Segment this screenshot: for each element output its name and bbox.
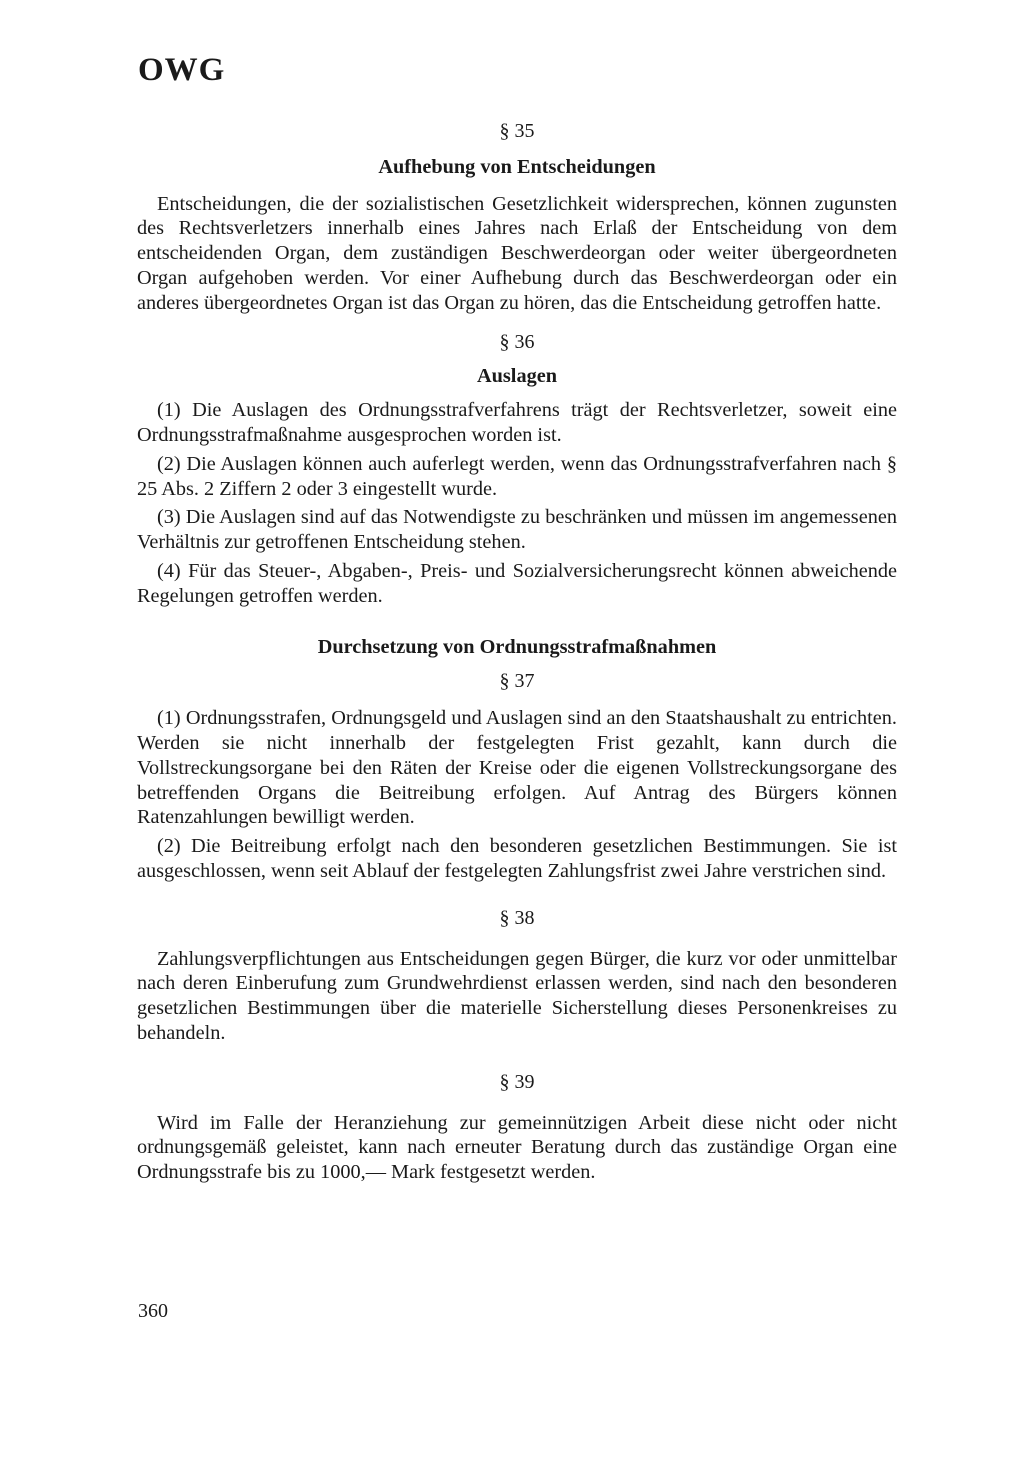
body-paragraph: Zahlungsverpflichtungen aus Entscheidungen gegen Bürger, die kurz vor oder unmittelbar nach deren Einberufung zum Grundwehrdienst erlassen werden, sind nach den besonderen gesetzlichen Bestimmungen über die materielle Sicherstellung dieses Personenkreises zu behandeln. bbox=[137, 947, 897, 1044]
section-number: § 37 bbox=[499, 670, 535, 693]
body-paragraph: (4) Für das Steuer-, Abgaben-, Preis- und Sozialversicherungsrecht können abweichende Regelungen getroffen werden. bbox=[137, 559, 897, 607]
body-paragraph: (2) Die Beitreibung erfolgt nach den besonderen gesetzlichen Bestimmungen. Sie ist ausgeschlossen, wenn seit Ablauf der festgelegten Zahlungsfrist zwei Jahre verstrichen sind. bbox=[137, 835, 897, 882]
section-title: Aufhebung von Entscheidungen bbox=[378, 155, 656, 178]
body-paragraph: (1) Ordnungsstrafen, Ordnungsgeld und Auslagen sind an den Staatshaushalt zu entrichten. Werden sie nicht innerhalb der festgelegten Frist gezahlt, kann durch die Vollstreckungsorgane bei den Räten der Kreise oder die eigenen Vollstreckungsorgane des betreffenden Organs die Beitreibung erfolgen. Auf Antrag des Bürgers können Ratenzahlungen bewilligt werden. bbox=[137, 707, 897, 829]
section-36 bbox=[137, 330, 897, 609]
section-title: Auslagen bbox=[476, 365, 558, 388]
section-35 bbox=[137, 119, 897, 316]
body-paragraph: Wird im Falle der Heranziehung zur gemeinnützigen Arbeit diese nicht oder nicht ordnungsgemäß geleistet, kann nach erneuter Beratung durch das zuständige Organ eine Ordnungsstrafe bis zu 1000,— Mark festgesetzt werden. bbox=[137, 1111, 897, 1184]
section-38 bbox=[137, 906, 897, 1046]
section-39 bbox=[137, 1070, 897, 1185]
body-paragraph: Entscheidungen, die der sozialistischen Gesetzlichkeit widersprechen, können zugunsten des Rechtsverletzers innerhalb eines Jahres nach Erlaß der Entscheidung von dem entscheidenden Organ, dem zuständigen Beschwerdeorgan oder weiter übergeordneten Organ aufgehoben werden. Vor einer Aufhebung durch das Beschwerdeorgan oder ein anderes übergeordnetes Organ ist das Organ zu hören, das die Entscheidung getroffen hatte. bbox=[137, 192, 897, 314]
running-head: OWG bbox=[138, 52, 226, 88]
body-paragraph: (3) Die Auslagen sind auf das Notwendigste zu beschränken und müssen im angemessenen Verhältnis zur getroffenen Entscheidung stehen. bbox=[137, 506, 897, 554]
section-number: § 36 bbox=[499, 330, 535, 353]
chapter-title: Durchsetzung von Ordnungsstrafmaßnahmen bbox=[317, 635, 717, 658]
section-number: § 39 bbox=[499, 1070, 535, 1093]
body-paragraph: (1) Die Auslagen des Ordnungsstrafverfahrens trägt der Rechtsverletzer, soweit eine Ordnungsstrafmaßnahme ausgesprochen worden ist. bbox=[137, 399, 897, 446]
body-paragraph: (2) Die Auslagen können auch auferlegt werden, wenn das Ordnungsstrafverfahren nach § 25 Abs. 2 Ziffern 2 oder 3 eingestellt wurde. bbox=[137, 452, 897, 500]
section-37 bbox=[137, 635, 897, 884]
page-number: 360 bbox=[138, 1300, 168, 1322]
page-body bbox=[137, 112, 897, 1185]
section-number: § 35 bbox=[499, 120, 535, 142]
section-number: § 38 bbox=[499, 906, 535, 929]
